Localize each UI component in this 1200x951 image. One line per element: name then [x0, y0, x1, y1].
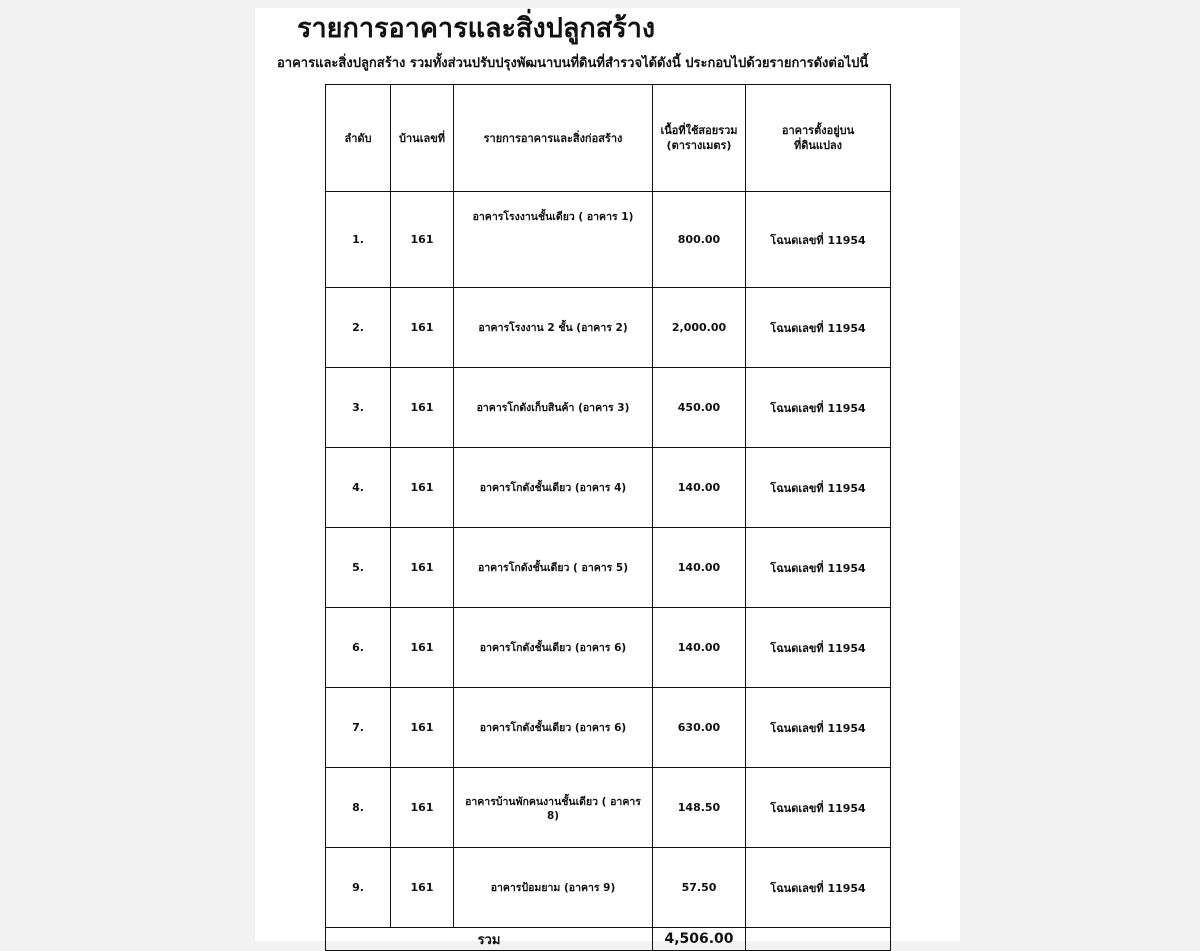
- cell-seq: 3.: [326, 368, 391, 448]
- cell-house-no: 161: [391, 288, 454, 368]
- cell-house-no: 161: [391, 192, 454, 288]
- cell-location: โฉนดเลขที่ 11954: [746, 768, 891, 848]
- cell-item: อาคารโรงงาน 2 ชั้น (อาคาร 2): [454, 288, 653, 368]
- cell-house-no: 161: [391, 528, 454, 608]
- cell-seq: 9.: [326, 848, 391, 928]
- table-row: [326, 368, 891, 448]
- cell-item: อาคารโรงงานชั้นเดียว ( อาคาร 1): [454, 192, 653, 288]
- cell-seq: 7.: [326, 688, 391, 768]
- document-subtitle: อาคารและสิ่งปลูกสร้าง รวมทั้งส่วนปรับปรุงพัฒนาบนที่ดินที่สำรวจได้ดังนี้ ประกอบไปด้วยรายการดังต่อไปนี้: [277, 56, 869, 71]
- table-row: [326, 768, 891, 848]
- table-row: [326, 528, 891, 608]
- buildings-table: [325, 84, 891, 951]
- cell-area: 450.00: [653, 368, 746, 448]
- cell-seq: 2.: [326, 288, 391, 368]
- cell-area: 140.00: [653, 528, 746, 608]
- cell-house-no: 161: [391, 448, 454, 528]
- table-row: [326, 448, 891, 528]
- cell-house-no: 161: [391, 768, 454, 848]
- table-row: [326, 192, 891, 288]
- cell-item: อาคารบ้านพักคนงานชั้นเดียว ( อาคาร 8): [454, 768, 653, 848]
- cell-house-no: 161: [391, 608, 454, 688]
- header-seq: ลำดับ: [326, 85, 391, 192]
- total-label: รวม: [326, 928, 653, 951]
- total-location-empty: [746, 928, 891, 951]
- header-location: อาคารตั้งอยู่บน ที่ดินแปลง: [746, 85, 891, 192]
- cell-item: อาคารโกดังชั้นเดียว ( อาคาร 5): [454, 528, 653, 608]
- table-header-row: [326, 85, 891, 192]
- table-row: [326, 288, 891, 368]
- cell-location: โฉนดเลขที่ 11954: [746, 528, 891, 608]
- cell-area: 2,000.00: [653, 288, 746, 368]
- cell-seq: 5.: [326, 528, 391, 608]
- cell-item: อาคารป้อมยาม (อาคาร 9): [454, 848, 653, 928]
- cell-area: 140.00: [653, 608, 746, 688]
- table-total-row: [326, 928, 891, 951]
- cell-seq: 1.: [326, 192, 391, 288]
- document-title: รายการอาคารและสิ่งปลูกสร้าง: [297, 13, 656, 44]
- cell-area: 148.50: [653, 768, 746, 848]
- cell-seq: 4.: [326, 448, 391, 528]
- cell-area: 630.00: [653, 688, 746, 768]
- cell-house-no: 161: [391, 368, 454, 448]
- cell-location: โฉนดเลขที่ 11954: [746, 608, 891, 688]
- cell-location: โฉนดเลขที่ 11954: [746, 192, 891, 288]
- cell-location: โฉนดเลขที่ 11954: [746, 448, 891, 528]
- cell-location: โฉนดเลขที่ 11954: [746, 688, 891, 768]
- cell-area: 57.50: [653, 848, 746, 928]
- header-item: รายการอาคารและสิ่งก่อสร้าง: [454, 85, 653, 192]
- cell-item: อาคารโกดังชั้นเดียว (อาคาร 6): [454, 688, 653, 768]
- cell-item: อาคารโกดังชั้นเดียว (อาคาร 6): [454, 608, 653, 688]
- header-area: เนื้อที่ใช้สอยรวม (ตารางเมตร): [653, 85, 746, 192]
- total-area: 4,506.00: [653, 928, 746, 951]
- cell-seq: 8.: [326, 768, 391, 848]
- header-house-no: บ้านเลขที่: [391, 85, 454, 192]
- table-row: [326, 608, 891, 688]
- table-row: [326, 848, 891, 928]
- cell-house-no: 161: [391, 848, 454, 928]
- cell-house-no: 161: [391, 688, 454, 768]
- cell-item: อาคารโกดังเก็บสินค้า (อาคาร 3): [454, 368, 653, 448]
- cell-location: โฉนดเลขที่ 11954: [746, 848, 891, 928]
- cell-location: โฉนดเลขที่ 11954: [746, 368, 891, 448]
- table-row: [326, 688, 891, 768]
- cell-seq: 6.: [326, 608, 391, 688]
- cell-item: อาคารโกดังชั้นเดียว (อาคาร 4): [454, 448, 653, 528]
- cell-location: โฉนดเลขที่ 11954: [746, 288, 891, 368]
- cell-area: 800.00: [653, 192, 746, 288]
- cell-area: 140.00: [653, 448, 746, 528]
